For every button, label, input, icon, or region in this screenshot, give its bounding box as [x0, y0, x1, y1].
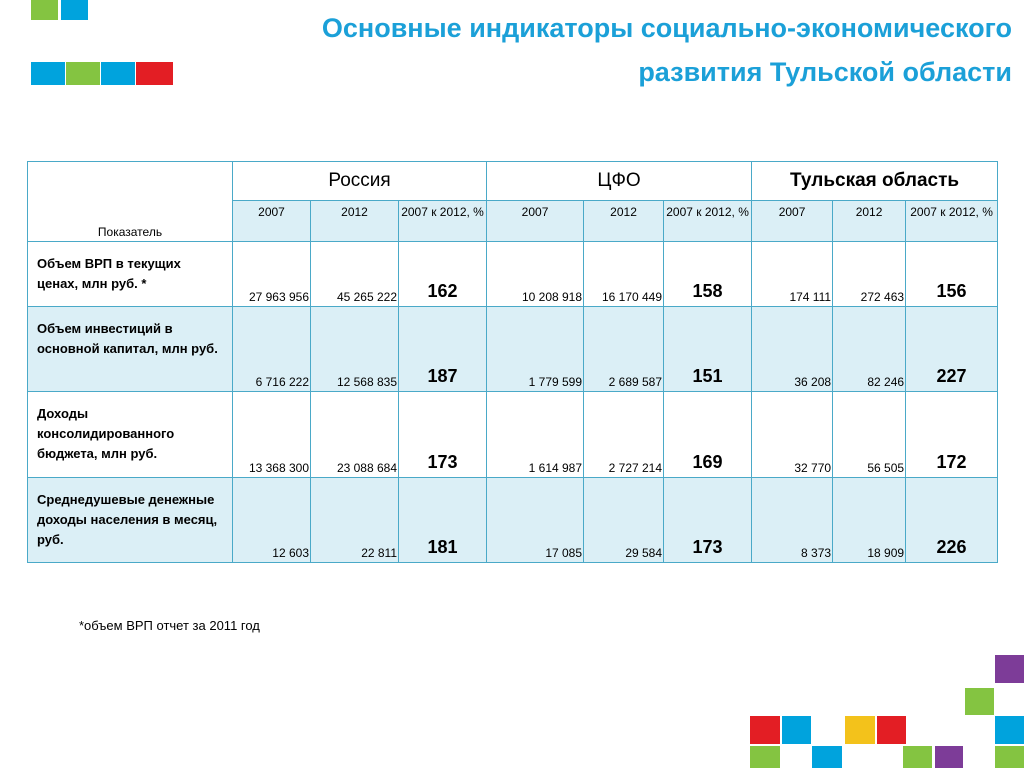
column-header-region-russia: Россия — [233, 162, 487, 201]
decor-square — [136, 62, 173, 85]
table-header-row-regions — [28, 162, 998, 201]
decor-square — [995, 746, 1024, 768]
decor-square — [965, 688, 994, 715]
table-cell-percent: 173 — [664, 478, 752, 563]
column-header-region-cfo: ЦФО — [487, 162, 752, 201]
table-cell-percent: 172 — [906, 392, 998, 478]
column-header-percent: 2007 к 2012, % — [906, 201, 998, 242]
column-header-year: 2007 — [233, 201, 311, 242]
decor-square — [995, 716, 1024, 744]
decor-square — [812, 746, 842, 768]
table-cell: 82 246 — [833, 307, 906, 392]
row-label: Объем инвестиций в основной капитал, млн руб. — [28, 307, 233, 392]
decor-square — [31, 0, 58, 20]
row-label: Объем ВРП в текущих ценах, млн руб. * — [28, 242, 233, 307]
column-header-year: 2012 — [311, 201, 399, 242]
table-cell-percent: 181 — [399, 478, 487, 563]
table-cell-percent: 227 — [906, 307, 998, 392]
table-cell: 18 909 — [833, 478, 906, 563]
column-header-year: 2007 — [752, 201, 833, 242]
table-cell-percent: 187 — [399, 307, 487, 392]
table-cell: 56 505 — [833, 392, 906, 478]
table-row — [28, 242, 998, 307]
decor-square — [935, 746, 963, 768]
indicators-table — [27, 161, 998, 563]
column-header-indicator: Показатель — [28, 162, 233, 242]
table-cell: 1 779 599 — [487, 307, 584, 392]
decor-square — [66, 62, 100, 85]
table-cell-percent: 151 — [664, 307, 752, 392]
table-cell: 17 085 — [487, 478, 584, 563]
table-cell: 36 208 — [752, 307, 833, 392]
table-cell-percent: 169 — [664, 392, 752, 478]
decor-square — [61, 0, 88, 20]
decor-square — [750, 716, 780, 744]
table-cell: 6 716 222 — [233, 307, 311, 392]
table-cell-percent: 226 — [906, 478, 998, 563]
table-cell-percent: 173 — [399, 392, 487, 478]
table-cell: 174 111 — [752, 242, 833, 307]
table-cell-percent: 156 — [906, 242, 998, 307]
decor-square — [877, 716, 906, 744]
table-cell: 272 463 — [833, 242, 906, 307]
row-label: Доходы консолидированного бюджета, млн руб. — [28, 392, 233, 478]
table-cell-percent: 158 — [664, 242, 752, 307]
footnote: *объем ВРП отчет за 2011 год — [79, 618, 260, 633]
table-cell: 1 614 987 — [487, 392, 584, 478]
table-cell: 23 088 684 — [311, 392, 399, 478]
page-title-line-1: Основные индикаторы социально-экономического — [321, 13, 1012, 43]
decor-square — [750, 746, 780, 768]
decor-square — [845, 716, 875, 744]
table-cell: 32 770 — [752, 392, 833, 478]
column-header-percent: 2007 к 2012, % — [399, 201, 487, 242]
table-row — [28, 307, 998, 392]
table-row — [28, 392, 998, 478]
decor-square — [995, 655, 1024, 683]
column-header-percent: 2007 к 2012, % — [664, 201, 752, 242]
decor-square — [903, 746, 932, 768]
table-cell-percent: 162 — [399, 242, 487, 307]
page-title — [192, 6, 1012, 94]
table-cell: 12 603 — [233, 478, 311, 563]
table-cell: 12 568 835 — [311, 307, 399, 392]
column-header-year: 2012 — [584, 201, 664, 242]
decor-square — [31, 62, 65, 85]
table-cell: 16 170 449 — [584, 242, 664, 307]
table-cell: 2 689 587 — [584, 307, 664, 392]
table-cell: 29 584 — [584, 478, 664, 563]
page-title-line-2: развития Тульской области — [638, 57, 1012, 87]
table-cell: 10 208 918 — [487, 242, 584, 307]
decor-square — [101, 62, 135, 85]
column-header-year: 2007 — [487, 201, 584, 242]
column-header-region-tula: Тульская область — [752, 162, 998, 201]
table-cell: 8 373 — [752, 478, 833, 563]
table-cell: 2 727 214 — [584, 392, 664, 478]
decor-square — [782, 716, 811, 744]
row-label: Среднедушевые денежные доходы населения в месяц, руб. — [28, 478, 233, 563]
table-cell: 45 265 222 — [311, 242, 399, 307]
table-cell: 22 811 — [311, 478, 399, 563]
column-header-year: 2012 — [833, 201, 906, 242]
table-row — [28, 478, 998, 563]
table-cell: 27 963 956 — [233, 242, 311, 307]
table-cell: 13 368 300 — [233, 392, 311, 478]
